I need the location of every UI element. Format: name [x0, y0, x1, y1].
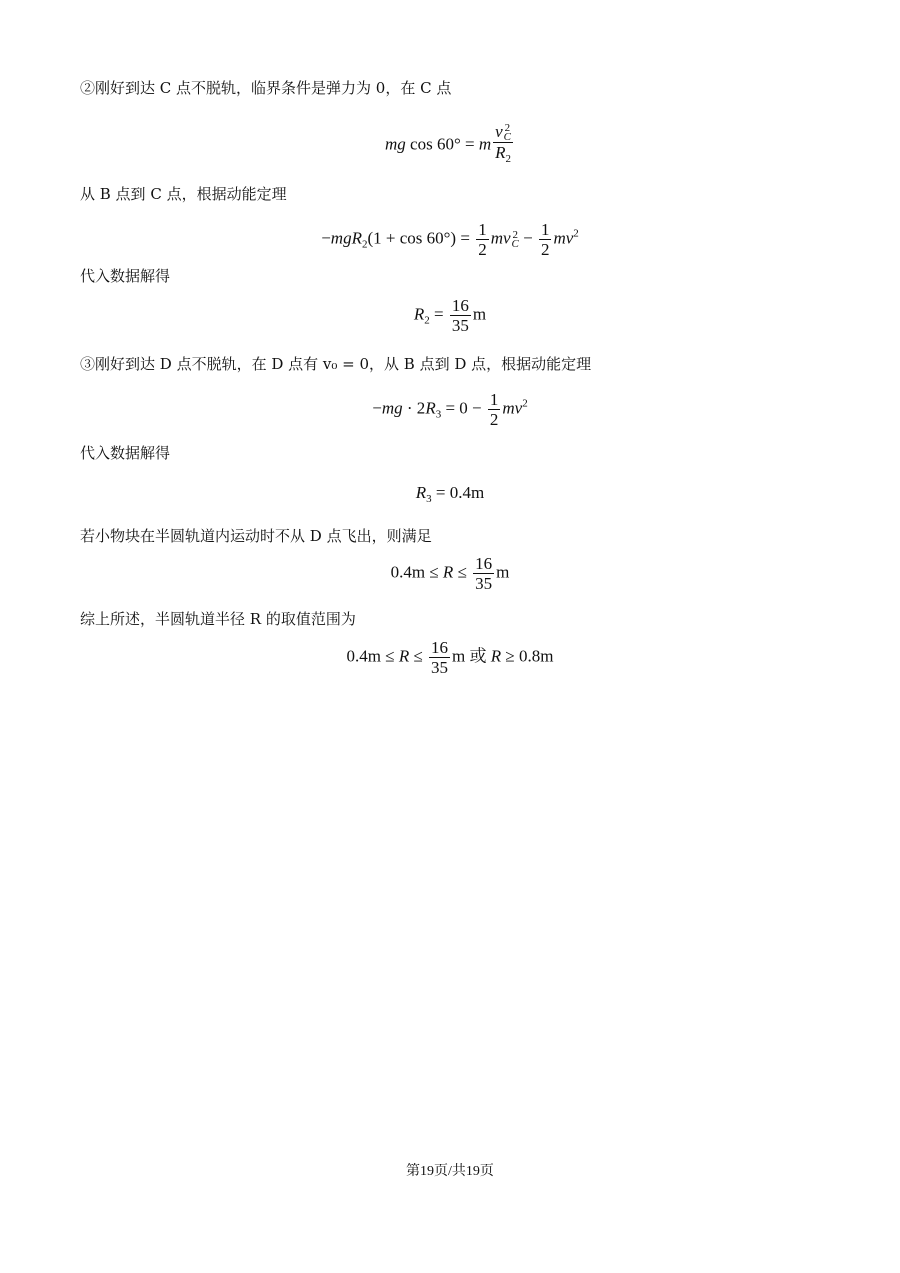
- text-line-2: 从 B 点到 C 点，根据动能定理: [80, 185, 287, 203]
- equation-1: mg cos 60° = m v 2 C $R_2$: [0, 122, 900, 169]
- text-line-5: 代入数据解得: [80, 444, 171, 462]
- text-line-6: 若小物块在半圆轨道内运动时不从 D 点飞出，则满足: [80, 527, 432, 545]
- text-line-4: ③刚好到达 D 点不脱轨，在 D 点有 v₀ = 0，从 B 点到 D 点，根据动能定理: [80, 355, 592, 373]
- text-line-3: 代入数据解得: [80, 267, 171, 285]
- equation-4: $-mg \cdot 2R_3 = 0$ − $\frac{1}{2}$ $mv^2$: [372, 390, 528, 429]
- text-line-1: ②刚好到达 C 点不脱轨，临界条件是弹力为 0，在 C 点: [80, 79, 452, 97]
- text-line-7: 综上所述，半圆轨道半径 R 的取值范围为: [80, 610, 356, 628]
- equation-5: $R_3 = 0.4m$: [415, 483, 485, 505]
- equation-2: −mgR$_2$(1 + cos 60°) = $\frac{1}{2}$ mv 2 C − $\frac{1}{2}$ $mv^2$: [321, 220, 579, 259]
- page-number-footer: 第19页/共19页: [406, 1164, 494, 1179]
- equation-3: $R_2$ = $\frac{16}{35}$ m: [413, 296, 487, 335]
- equation-6: 0.4m ≤ R ≤ $\frac{16}{35}$ m: [390, 554, 510, 593]
- equation-7: 0.4m ≤ R ≤ $\frac{16}{35}$ m 或 R ≥ 0.8m: [346, 638, 554, 677]
